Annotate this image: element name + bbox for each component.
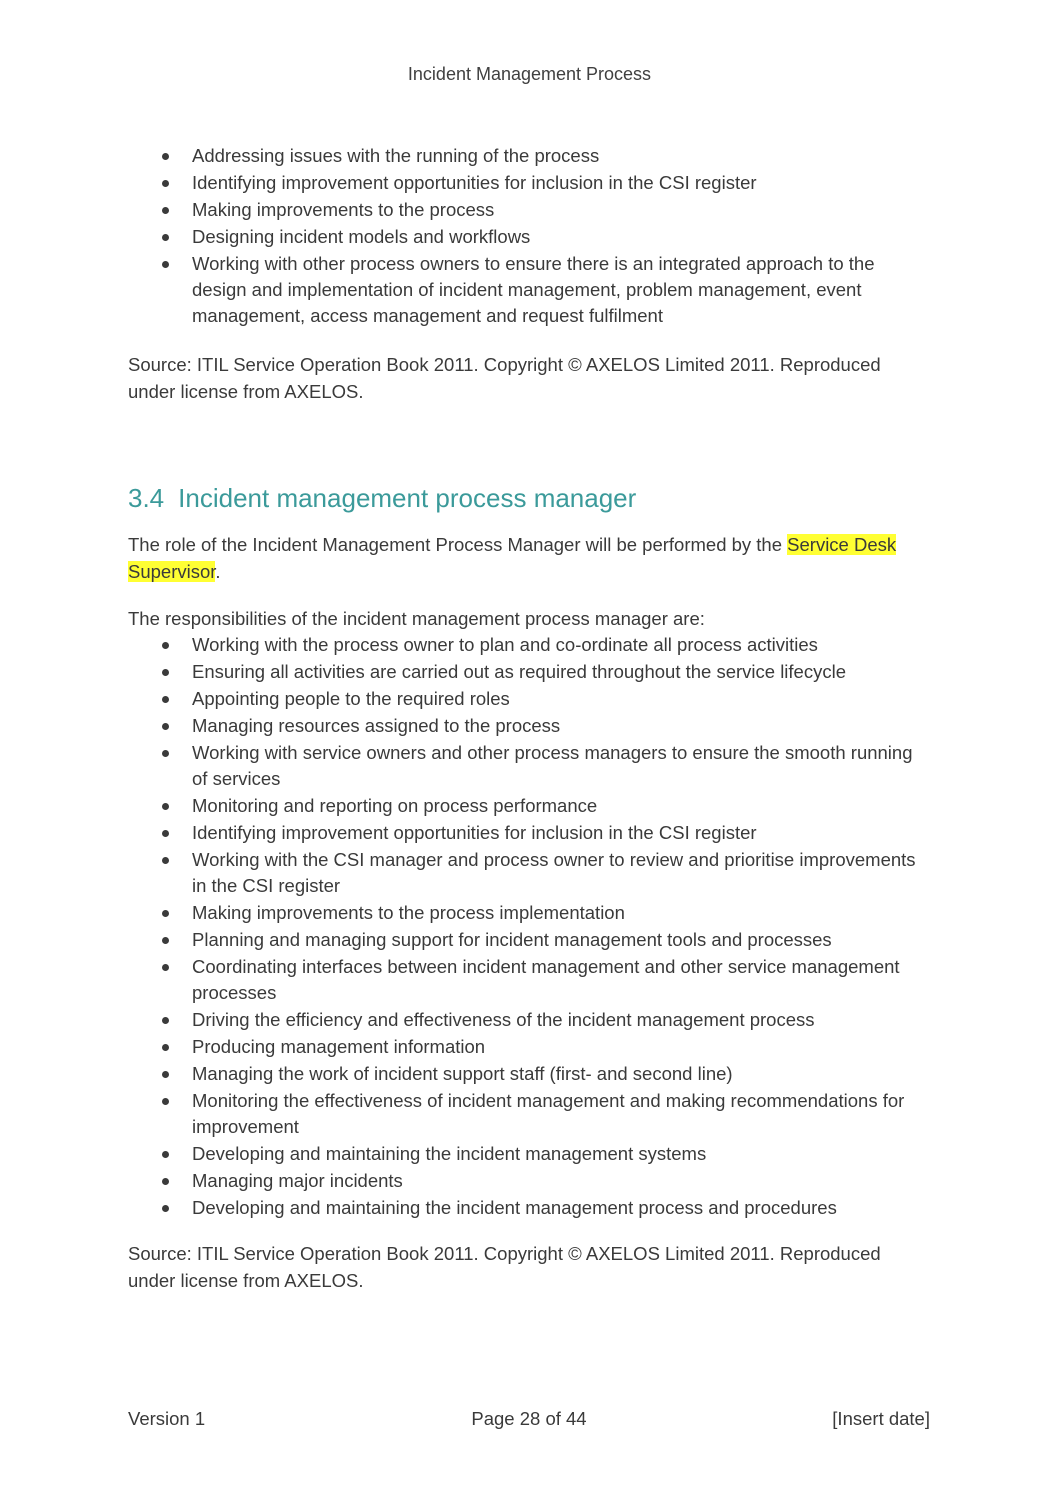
list-item: Coordinating interfaces between incident management and other service management processes (192, 954, 933, 1006)
role-text: The role of the Incident Management Process Manager will be performed by the (128, 534, 788, 555)
list-item: Managing major incidents (192, 1168, 933, 1194)
highlighted-role: Service Desk Supervisor (128, 534, 897, 582)
list-item: Working with other process owners to ensure there is an integrated approach to the design and implementation of incident management, problem management, event management, access management and request fulfilment (192, 251, 933, 329)
list-item: Working with service owners and other process managers to ensure the smooth running of services (192, 740, 933, 792)
bullet-list-responsibilities (128, 632, 933, 1221)
list-item: Identifying improvement opportunities for inclusion in the CSI register (192, 170, 933, 196)
list-item: Identifying improvement opportunities for inclusion in the CSI register (192, 820, 933, 846)
list-item: Planning and managing support for incident management tools and processes (192, 927, 933, 953)
role-text-end: . (215, 561, 221, 582)
list-item: Monitoring the effectiveness of incident management and making recommendations for improvement (192, 1088, 933, 1140)
document-body (128, 143, 933, 1294)
list-item: Designing incident models and workflows (192, 224, 933, 250)
bullet-list-top (128, 143, 933, 329)
footer-page-number: Page 28 of 44 (471, 1408, 587, 1429)
section-number: 3.4 (128, 483, 165, 513)
list-item: Appointing people to the required roles (192, 686, 933, 712)
list-item: Ensuring all activities are carried out as required throughout the service lifecycle (192, 659, 933, 685)
source-note: Source: ITIL Service Operation Book 2011. Copyright © AXELOS Limited 2011. Reproduced under license from AXELOS. (128, 1243, 881, 1291)
page-footer (128, 1408, 930, 1436)
section-title: Incident management process manager (178, 483, 637, 513)
list-item: Driving the efficiency and effectiveness of the incident management process (192, 1007, 933, 1033)
list-item: Producing management information (192, 1034, 933, 1060)
list-item: Developing and maintaining the incident management process and procedures (192, 1195, 933, 1221)
list-item: Developing and maintaining the incident management systems (192, 1141, 933, 1167)
footer-date: [Insert date] (832, 1408, 930, 1429)
responsibilities-intro: The responsibilities of the incident management process manager are: (128, 608, 705, 629)
list-item: Addressing issues with the running of the process (192, 143, 933, 169)
role-paragraph (128, 531, 933, 585)
list-item: Managing the work of incident support staff (first- and second line) (192, 1061, 933, 1087)
page-header: Incident Management Process (407, 64, 652, 84)
list-item: Monitoring and reporting on process performance (192, 793, 933, 819)
list-item: Working with the CSI manager and process owner to review and prioritise improvements in the CSI register (192, 847, 933, 899)
section-heading (128, 481, 933, 515)
list-item: Making improvements to the process (192, 197, 933, 223)
footer-version: Version 1 (128, 1408, 206, 1429)
source-note: Source: ITIL Service Operation Book 2011. Copyright © AXELOS Limited 2011. Reproduced under license from AXELOS. (128, 354, 881, 402)
list-item: Managing resources assigned to the process (192, 713, 933, 739)
list-item: Working with the process owner to plan and co-ordinate all process activities (192, 632, 933, 658)
list-item: Making improvements to the process implementation (192, 900, 933, 926)
